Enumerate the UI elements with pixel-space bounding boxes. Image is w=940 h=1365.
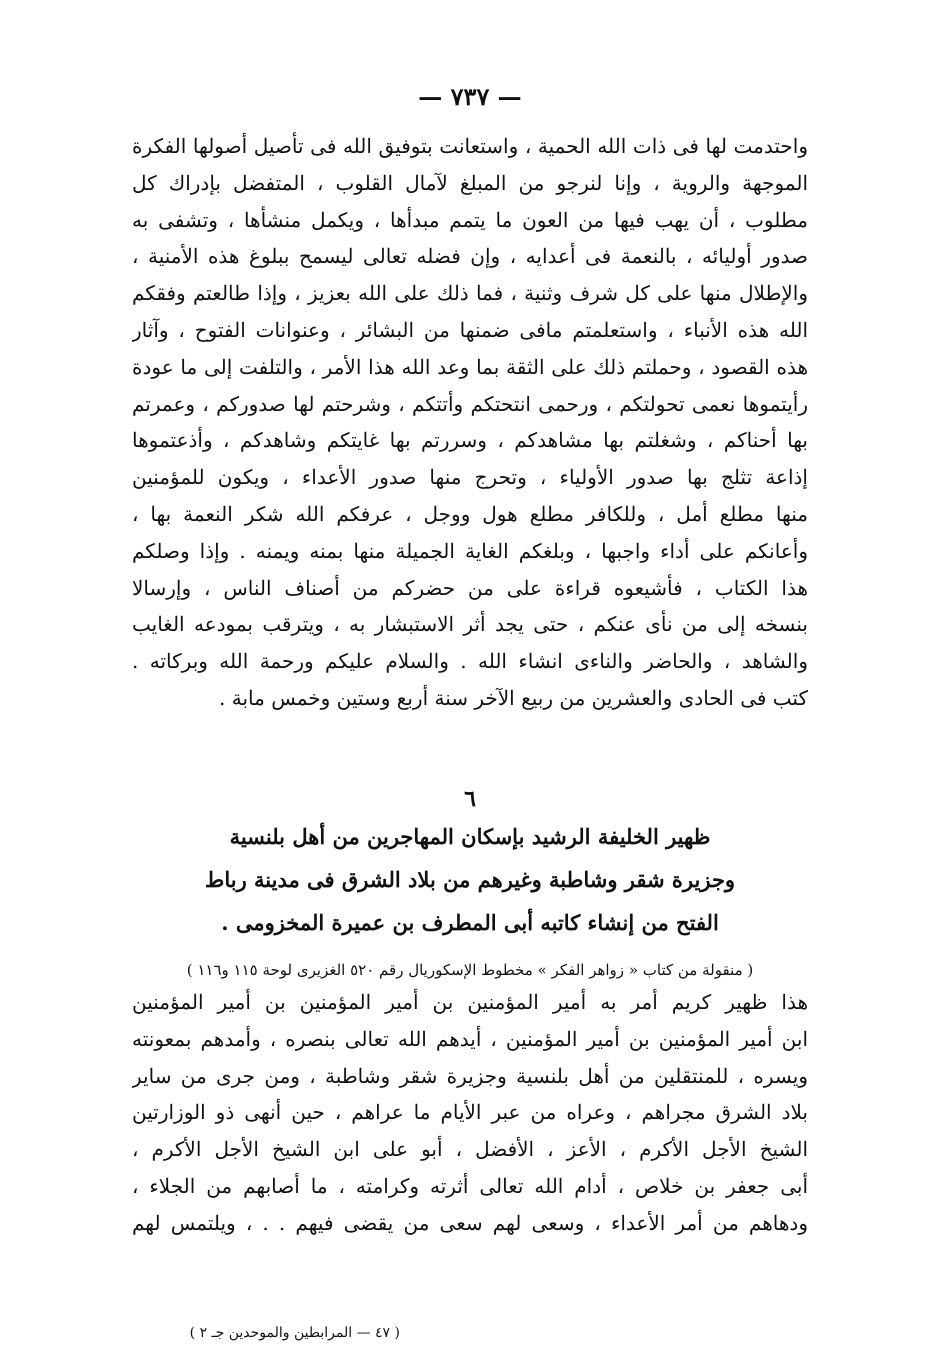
text-line: رأيتموها نعمى تحولتكم ، ورحمى انتحتكم وأتتكم ، وشرحتم لها صدوركم ، وعمرتم <box>132 391 808 416</box>
source-note: ( منقولة من كتاب « زواهر الفكر » مخطوط الإسكوريال رقم ٥٢٠ الغزيرى لوحة ١١٥ و١١٦ ) <box>186 961 754 979</box>
section-number: ٦ <box>464 786 476 812</box>
page-number: — ٧٣٧ — <box>418 82 522 111</box>
date-line: كتب فى الحادى والعشرين من ربيع الآخر سنة أربع وستين وخمس مابة . <box>219 685 808 710</box>
text-line: أبى جعفر بن خلاص ، أدام الله تعالى أثرته وكرامته ، ما أصابهم من الجلاء ، <box>132 1173 808 1198</box>
text-line: وأعانكم على أداء واجبها ، وبلغكم الغاية الجميلة منها بمنه ويمنه . وإذا وصلكم <box>132 538 808 563</box>
text-line: بلاد الشرق مجراهم ، وعراه من عبر الأيام ما عراهم ، حين أنهى ذو الوزارتين <box>132 1100 808 1125</box>
text-line: هذا ظهير كريم أمر به أمير المؤمنين بن أمير المؤمنين بن أمير المؤمنين <box>132 990 808 1014</box>
text-line: بنسخه إلى من نأى عنكم ، حتى يجد أثر الاستبشار به ، ويترقب بمودعه الغايب <box>132 612 808 637</box>
text-line: منها مطلع أمل ، وللكافر مطلع هول ووجل ، عرفكم الله شكر النعمة بها ، <box>132 501 808 526</box>
letter-paragraph <box>132 128 808 717</box>
text-line: مطلوب ، أن يهب فيها من العون ما يتمم مبدأها ، ويكمل منشأها ، وتشفى به <box>132 207 808 232</box>
decree-paragraph <box>132 984 808 1242</box>
text-line: والإطلال منها على كل شرف وثنية ، فما ذلك على الله بعزيز ، وإذا طالعتم وفقكم <box>132 281 808 306</box>
text-line: هذه القصود ، وحملتم ذلك على الثقة بما وعد الله هذا الأمر ، والتلفت إلى ما عودة <box>132 354 808 379</box>
text-line: ودهاهم من أمر الأعداء ، وسعى لهم سعى من يقضى فيهم . . ، ويلتمس لهم <box>132 1210 808 1235</box>
heading-line: وجزيرة شقر وشاطبة وغيرهم من بلاد الشرق فى مدينة رباط <box>204 867 736 892</box>
text-line: والشاهد ، والحاضر والناءى انشاء الله . والسلام عليكم ورحمة الله وبركاته . <box>132 649 808 674</box>
text-line: ويسره ، للمنتقلين من أهل بلنسية وجزيرة شقر وشاطبة ، ومن جرى من ساير <box>132 1063 808 1088</box>
text-line: بها أحناكم ، وشغلتم بها مشاهدكم ، وسررتم بها غايتكم وشاهدكم ، وأذعتموها <box>132 428 808 453</box>
text-line: ابن أمير المؤمنين بن أمير المؤمنين ، أيدهم الله تعالى بنصره ، وأمدهم بمعونته <box>132 1026 808 1051</box>
text-line: الموجهة والروية ، وإنا لنرجو من المبلغ لآمال القلوب ، المتفضل بإدراك كل <box>132 170 808 195</box>
text-line: هذا الكتاب ، فأشيعوه قراءة على من حضركم من أصناف الناس ، وإرسالا <box>132 575 808 600</box>
document-heading <box>170 815 770 944</box>
footer-signature: ( ٤٧ — المرابطين والموحدين جـ ٢ ) <box>189 1325 400 1341</box>
text-line: صدور أوليائه ، بالنعمة فى أعدايه ، وإن فضله تعالى ليسمح ببلوغ هذه الأمنية ، <box>132 244 808 269</box>
text-line: واحتدمت لها فى ذات الله الحمية ، واستعانت بتوفيق الله فى تأصيل أصولها الفكرة <box>132 134 808 158</box>
text-line: إذاعة تثلج بها صدور الأولياء ، وتحرج منها صدور الأعداء ، ويكون للمؤمنين <box>132 465 808 490</box>
heading-line: الفتح من إنشاء كاتبه أبى المطرف بن عميرة المخزومى . <box>221 910 719 935</box>
text-line: الشيخ الأجل الأكرم ، الأعز ، الأفضل ، أبو على ابن الشيخ الأجل الأكرم ، <box>132 1137 808 1162</box>
heading-line: ظهير الخليفة الرشيد بإسكان المهاجرين من أهل بلنسية <box>229 824 711 849</box>
text-line: الله هذه الأنباء ، واستعلمتم مافى ضمنها من البشائر ، وعنوانات الفتوح ، وآثار <box>132 317 808 342</box>
